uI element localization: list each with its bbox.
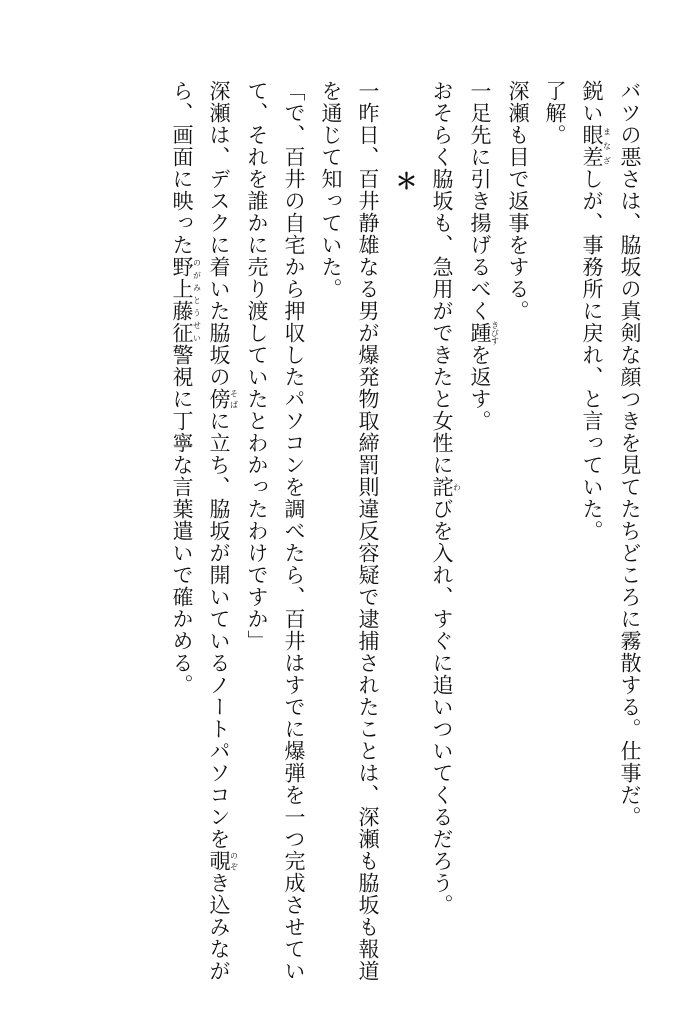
paragraph-6 [423, 80, 461, 985]
paragraph-9-suffix: 警視に丁寧な言葉遣いで確かめる。 [170, 344, 194, 696]
ruby-base: 覗 [207, 850, 231, 872]
section-separator: ＊ [392, 170, 418, 193]
paragraph-2-prefix: 鋭い [580, 80, 604, 124]
paragraph-7 [312, 80, 386, 985]
paragraph-5 [461, 80, 499, 985]
paragraph-1 [611, 80, 648, 985]
ruby-reading: まなざ [602, 124, 612, 168]
paragraph-4 [499, 80, 536, 985]
ruby-base: 傍 [207, 388, 231, 410]
ruby-reading: きびす [490, 321, 500, 345]
paragraph-8 [238, 80, 312, 985]
paragraph-7-text: 一昨日、百井静雄なる男が爆発物取締罰則違反容疑で逮捕されたことは、深瀬も脇坂も報道を通じて知っていた。 [319, 80, 380, 982]
ruby-reading: のぞ [229, 850, 239, 872]
ruby-reading: のがみとうせい [192, 256, 202, 344]
ruby-reading: わ [452, 476, 462, 498]
ruby-nogami-tousei [170, 256, 202, 344]
paragraph-9-prefix: 深瀬は、デスクに着いた脇坂の [207, 80, 231, 388]
paragraph-6-suffix: びを入れ、すぐに追いついてくるだろう。 [430, 498, 454, 916]
ruby-wa [430, 476, 462, 498]
paragraph-5-prefix: 一足先に引き揚げるべく [468, 80, 492, 322]
ruby-base: 野上藤征 [170, 256, 194, 344]
ruby-nozo [207, 850, 239, 872]
paragraph-4-text: 深瀬も目で返事をする。 [506, 80, 530, 322]
paragraph-9-middle: に立ち、脇坂が開いているノートパソコンを [207, 410, 231, 850]
paragraph-3-text: 了解。 [543, 80, 567, 146]
paragraph-2 [573, 80, 611, 985]
paragraph-5-suffix: を返す。 [468, 344, 492, 432]
paragraph-1-text: バツの悪さは、脇坂の真剣な顔つきを見てたちどころに霧散する。仕事だ。 [618, 80, 642, 828]
vertical-text-body [163, 80, 648, 985]
ruby-soba [207, 388, 239, 410]
ruby-reading: そば [229, 388, 239, 410]
paragraph-8-text: 「で、百井の自宅から押収したパソコンを調べたら、百井はすでに爆弾を一つ完成させていて、それを誰かに売り渡していたとわかったわけですか」 [245, 80, 306, 982]
ruby-kibisu [468, 321, 500, 345]
ruby-base: 詫 [430, 476, 454, 498]
ruby-base: 眼差 [580, 124, 604, 168]
paragraph-6-prefix: おそらく脇坂も、急用ができたと女性に [430, 80, 454, 476]
paragraph-2-suffix: しが、事務所に戻れ、と言っていた。 [580, 168, 604, 542]
ruby-manazashi [580, 124, 612, 168]
ruby-base: 踵 [468, 321, 492, 345]
paragraph-3 [536, 80, 573, 985]
paragraph-9 [163, 80, 238, 985]
paragraph-9-middle2: き込みながら、画面に映った [170, 80, 231, 982]
